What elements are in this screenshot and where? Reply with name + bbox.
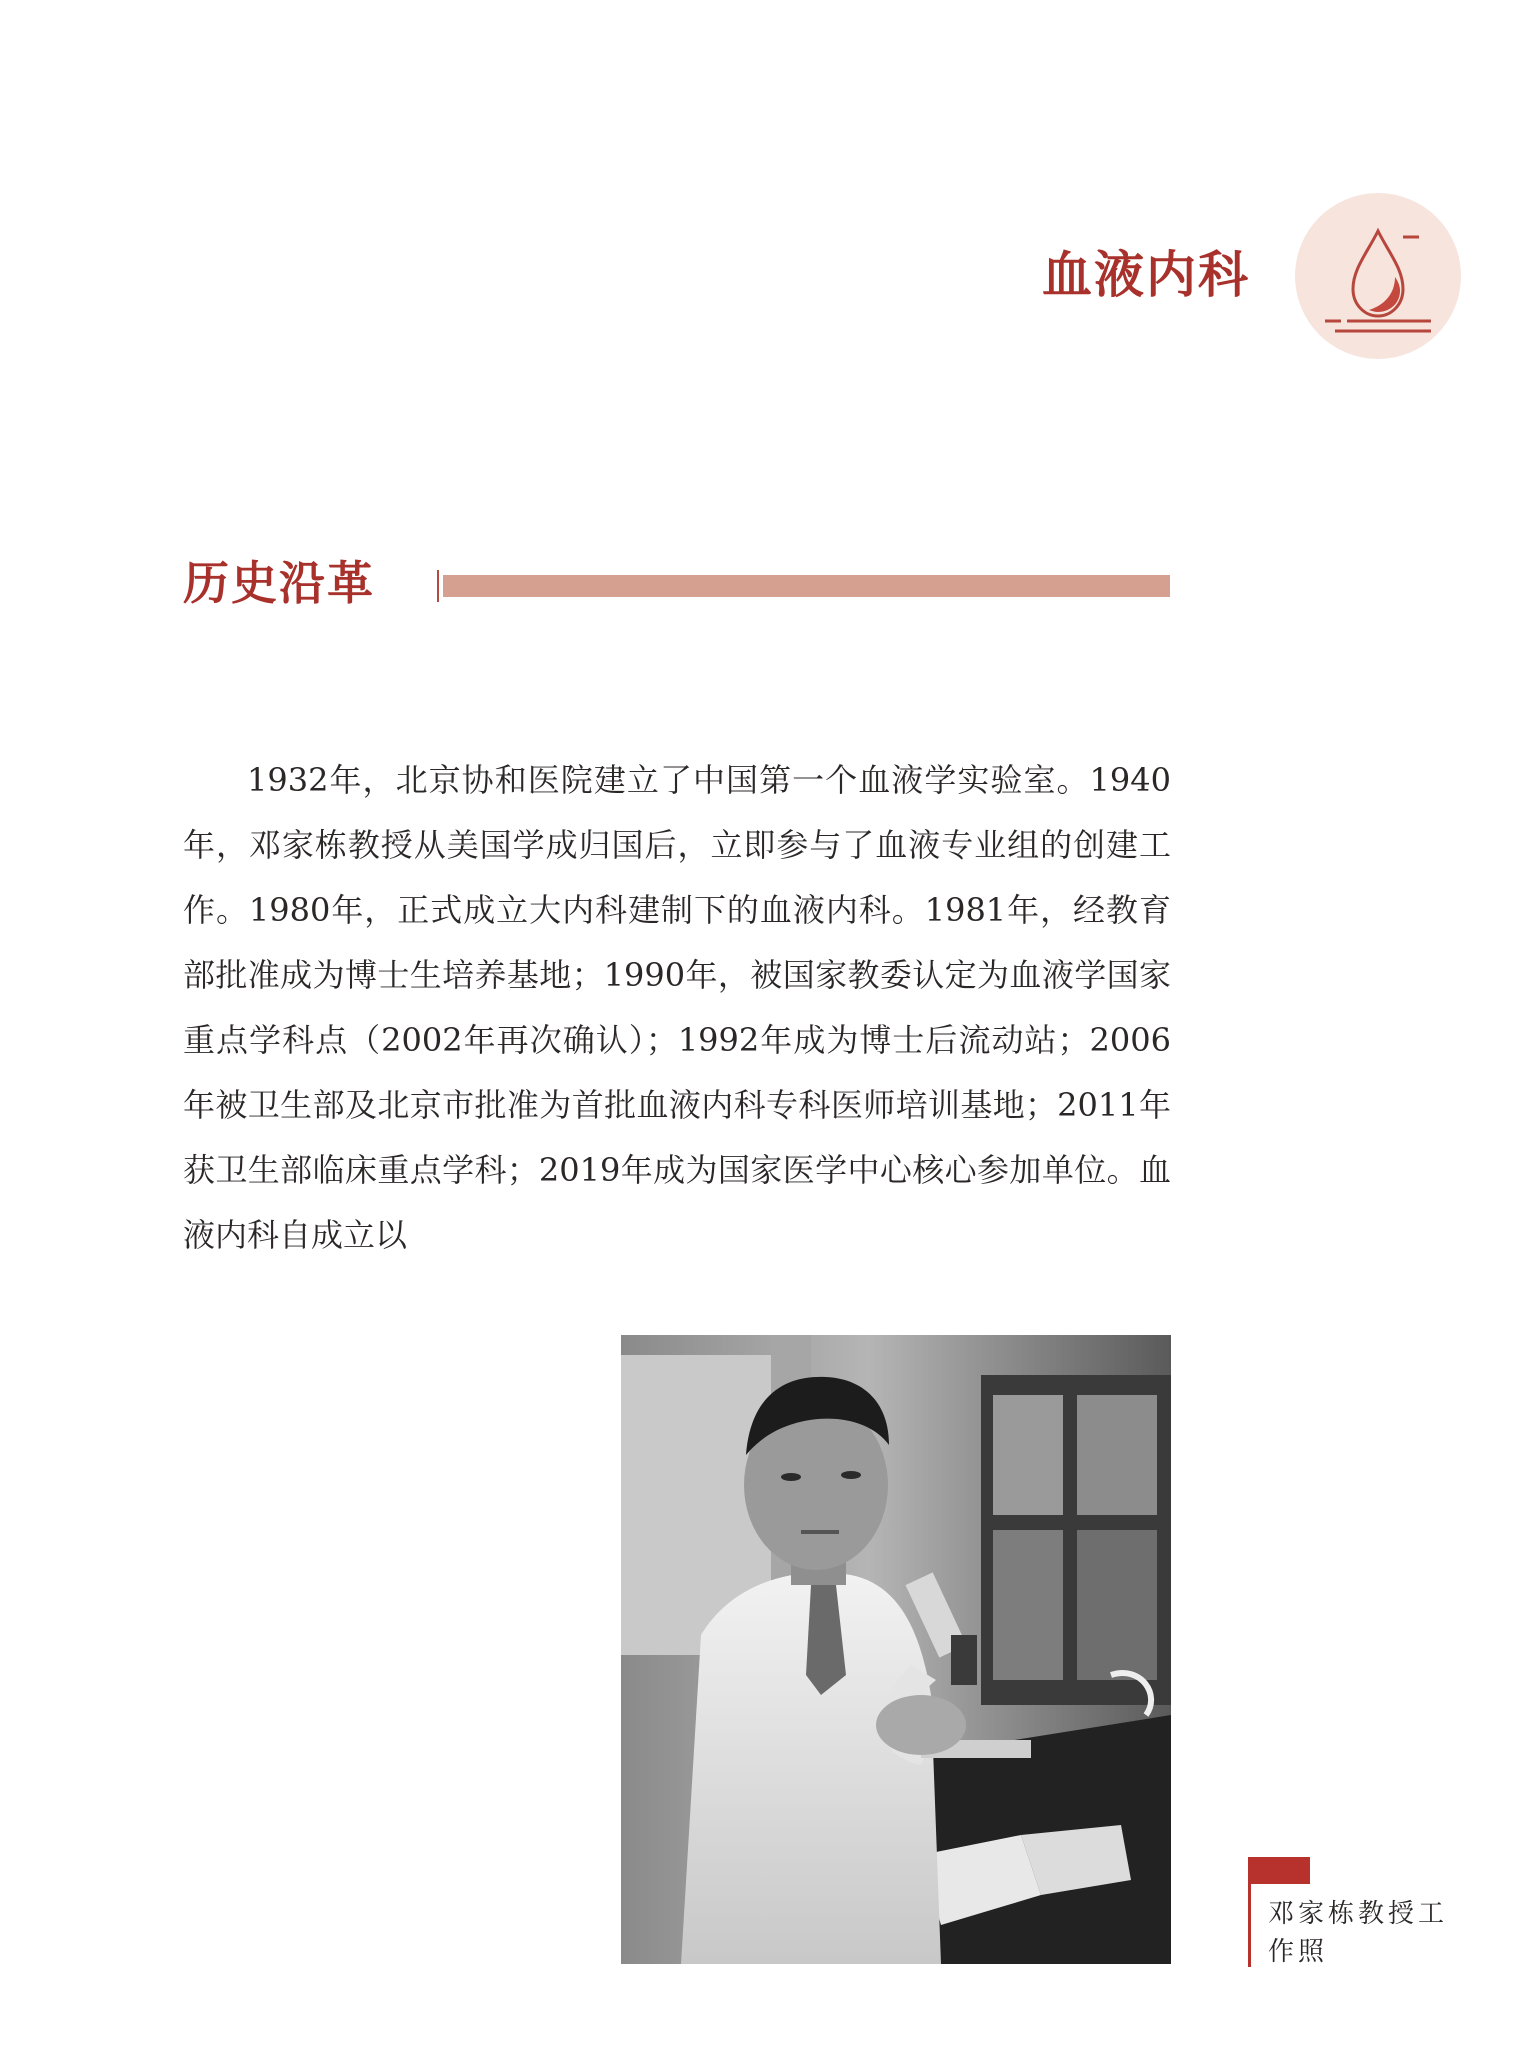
section-title: 历史沿革 <box>183 556 375 610</box>
section-divider-bar <box>443 575 1170 597</box>
caption-marker-block <box>1250 1857 1310 1884</box>
department-title: 血液内科 <box>1042 245 1250 304</box>
section-divider-tick <box>437 570 439 602</box>
lab-photo <box>621 1335 1171 1964</box>
blood-drop-icon <box>1295 193 1461 359</box>
history-paragraph: 1932年，北京协和医院建立了中国第一个血液学实验室。1940年，邓家栋教授从美国学成归国后，立即参与了血液专业组的创建工作。1980年，正式成立大内科建制下的血液内科。1981年，经教育部批准成为博士生培养基地；1990年，被国家教委认定为血液学国家重点学科点（2002年再次确认）；1992年成为博士后流动站；2006年被卫生部及北京市批准为首批血液内科专科医师培训基地；2011年获卫生部临床重点学科；2019年成为国家医学中心核心参加单位。血液内科自成立以 <box>183 761 1171 1254</box>
photo-caption: 邓家栋教授工作照 <box>1268 1899 1449 1967</box>
